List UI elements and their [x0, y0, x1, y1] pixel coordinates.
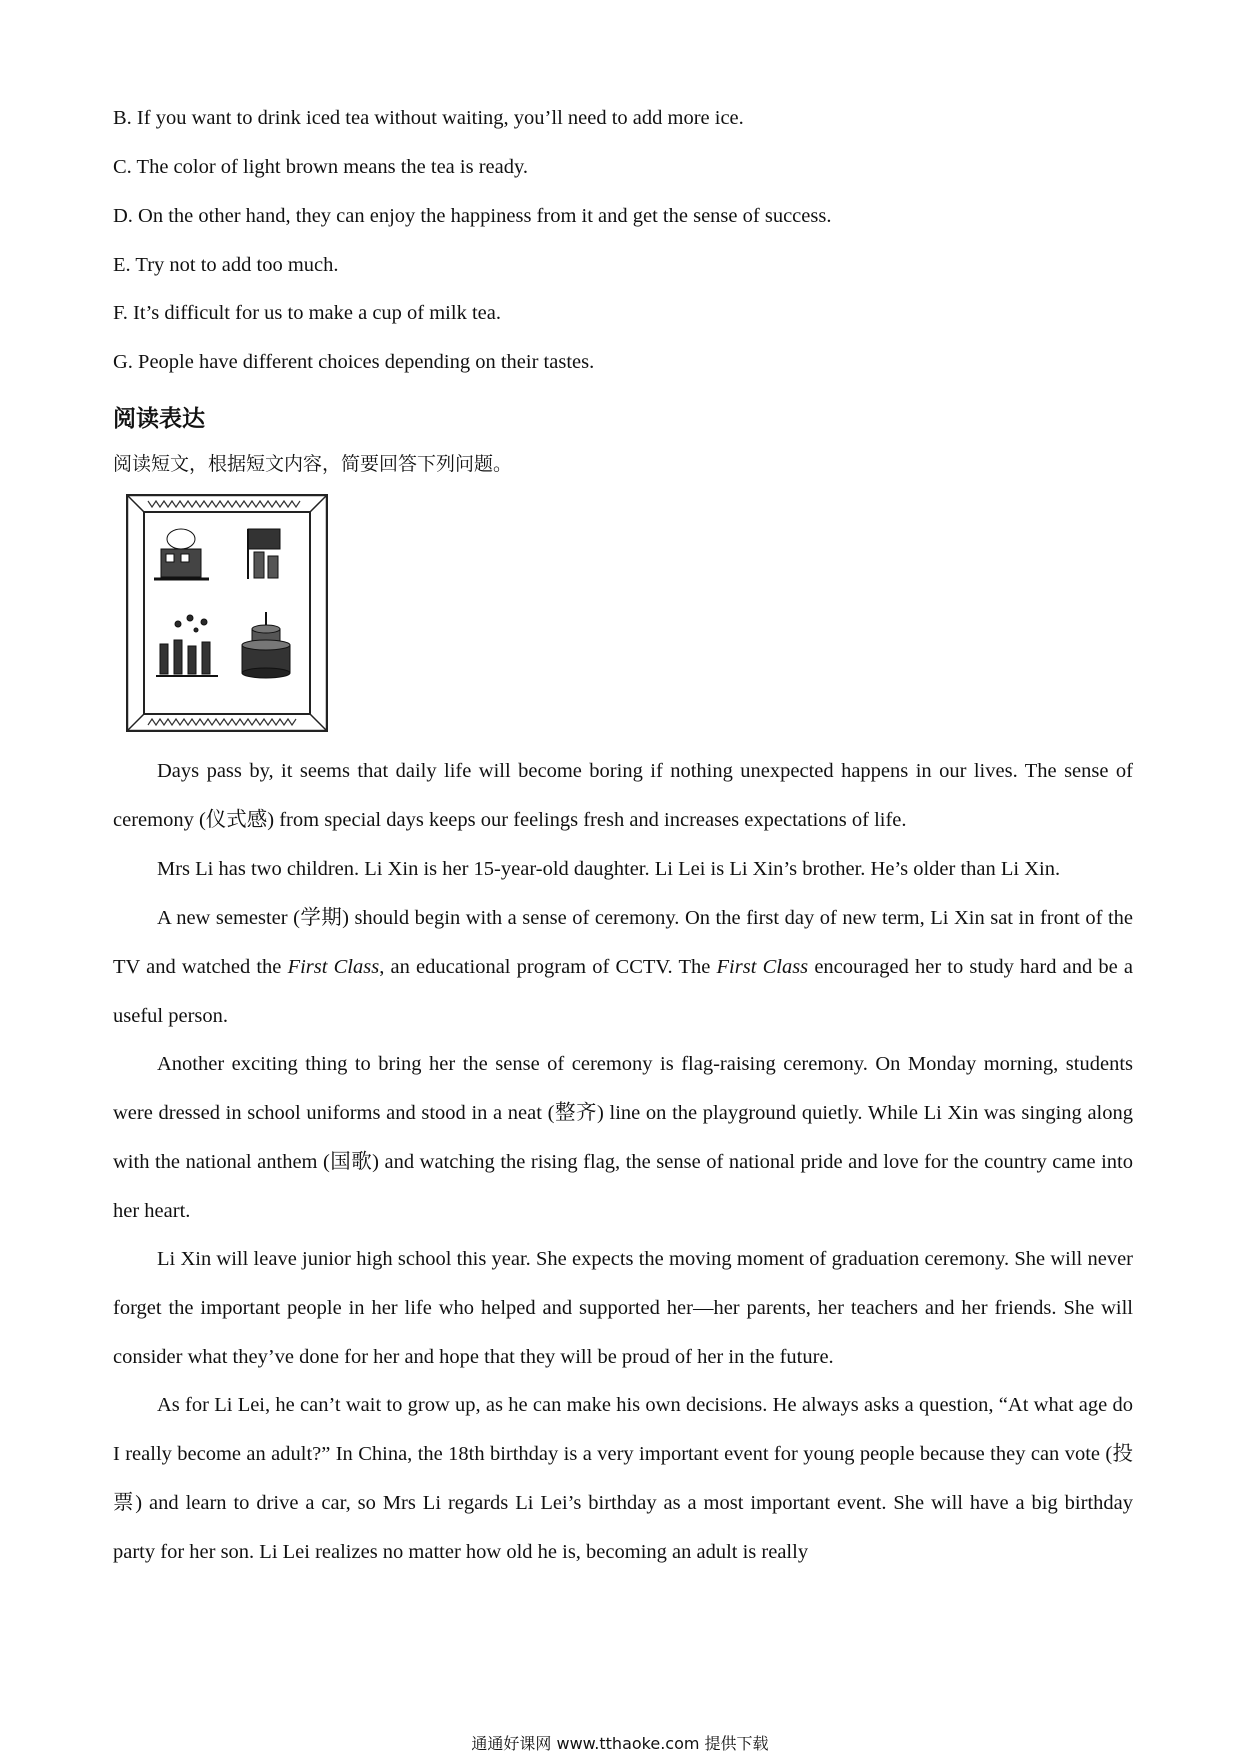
ceremony-illustration: [126, 494, 328, 732]
section-title: 阅读表达: [113, 406, 205, 432]
option-d: D. On the other hand, they can enjoy the happiness from it and get the sense of success.: [113, 205, 832, 227]
paragraph-3-part-c: encouraged her to study hard and be a useful person.: [113, 956, 1133, 1027]
option-f: F. It’s difficult for us to make a cup of milk tea.: [113, 302, 501, 324]
option-c: C. The color of light brown means the tea is ready.: [113, 156, 529, 178]
paragraph-5: Li Xin will leave junior high school this year. She expects the moving moment of graduation ceremony. She will never forget the important people in her life who helped and supported her—her parents, her teachers and her friends. She will consider what they’ve done for her and hope that they will be proud of her in the future.: [113, 1248, 1133, 1368]
option-b: B. If you want to drink iced tea without waiting, you’ll need to add more ice.: [113, 107, 744, 129]
option-e: E. Try not to add too much.: [113, 254, 339, 276]
paragraph-3: [113, 894, 1133, 1041]
paragraph-3-part-b: , an educational program of CCTV. The: [379, 956, 717, 978]
instruction-text: 阅读短文，根据短文内容，简要回答下列问题。: [113, 453, 513, 475]
program-title-1: First Class: [287, 956, 380, 978]
paragraph-3-part-a: A new semester (学期) should begin with a sense of ceremony. On the first day of new term, Li Xin sat in front of the TV and watched the: [113, 907, 1133, 978]
paragraph-4: Another exciting thing to bring her the sense of ceremony is flag-raising ceremony. On Monday morning, students were dressed in school uniforms and stood in a neat (整齐) line on the playground quietly. While Li Xin was singing along with the national anthem (国歌) and watching the rising flag, the sense of national pride and love for the country came into her heart.: [113, 1053, 1133, 1222]
option-g: G. People have different choices depending on their tastes.: [113, 351, 595, 373]
paragraph-6: As for Li Lei, he can’t wait to grow up, as he can make his own decisions. He always asks a question, “At what age do I really become an adult?” In China, the 18th birthday is a very important event for young people because they can vote (投票) and learn to drive a car, so Mrs Li regards Li Lei’s birthday as a most important event. She will have a big birthday party for her son. Li Lei realizes no matter how old he is, becoming an adult is really: [113, 1394, 1133, 1563]
paragraph-1: Days pass by, it seems that daily life will become boring if nothing unexpected happens in our lives. The sense of ceremony (仪式感) from special days keeps our feelings fresh and increases expectations of life.: [113, 760, 1133, 831]
paragraph-2: Mrs Li has two children. Li Xin is her 15-year-old daughter. Li Lei is Li Xin’s brother. He’s older than Li Xin.: [157, 858, 1061, 880]
program-title-2: First Class: [716, 956, 809, 978]
footer-watermark: 通通好课网 www.tthaoke.com 提供下载: [471, 1734, 769, 1753]
